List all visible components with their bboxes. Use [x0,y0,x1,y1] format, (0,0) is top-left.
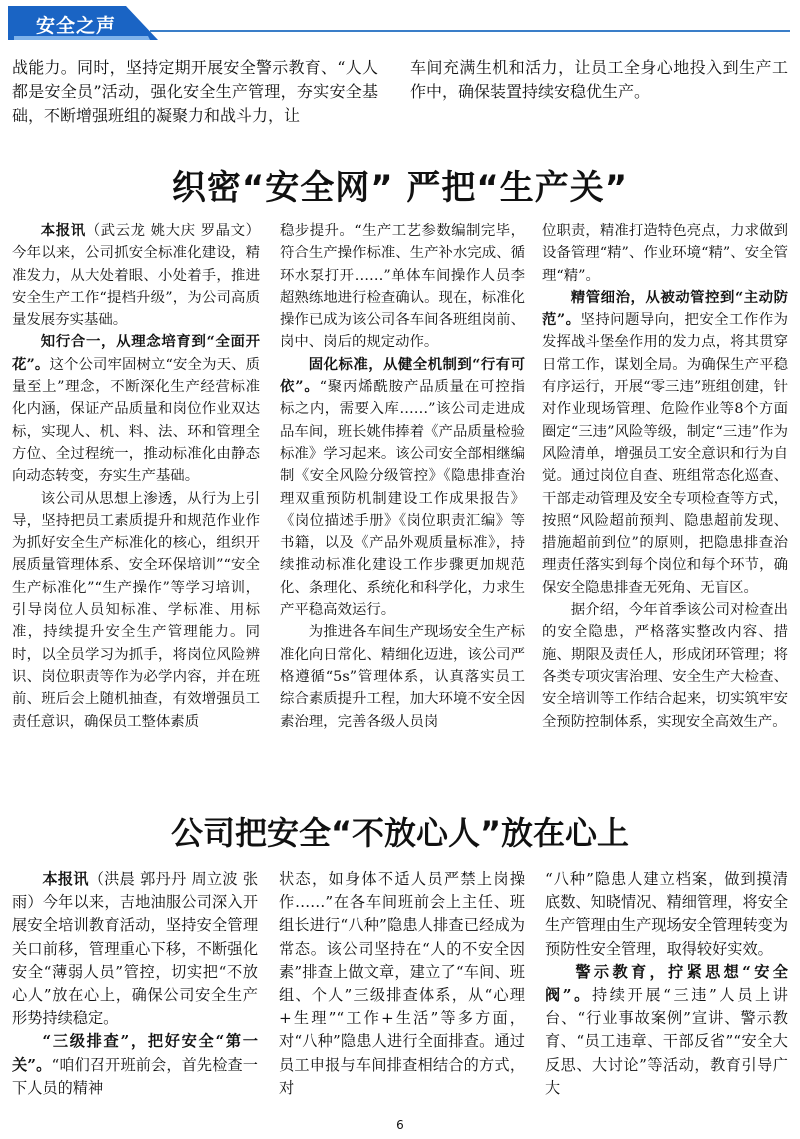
article1-title: 织密“安全网” 严把“生产关” [171,168,629,208]
paragraph [12,331,260,487]
paragraph-text: 为推进各车间生产现场安全生产标准化向日常化、精细化迈进，该公司严格遵循“5s”管理体系，认真落实员工综合素质提升工程，加大环境不安全因素治理，完善各级人员岗 [280,624,525,730]
paragraph [545,868,788,961]
paragraph-lead: 固化标准，从健全机制到“行有可依”。 [280,355,525,396]
paragraph [12,868,258,1030]
paragraph [279,868,525,1100]
continuation-right [410,56,788,104]
paragraph-lead: “三级排查”，把好安全“第一关”。 [12,1032,258,1074]
article1-column-3 [542,220,788,733]
paragraph [542,287,788,599]
article2-column-2 [279,868,525,1100]
paragraph-text: 稳步提升。“生产工艺参数编制完毕，符合生产操作标准、生产补水完成、循环水泵打开……”单体车间操作人员李超熟练地进行检查确认。现在，标准化操作已成为该公司各车间各班组岗前、岗中、岗后的规定动作。 [280,223,525,351]
paragraph-text: 这个公司牢固树立“安全为天、质量至上”理念，不断深化生产经营标准化内涵，保证产品质量和岗位作业双达标，实现人、机、料、法、环和管理全方位、全过程统一，推动标准化由静态向动态转变，夯实生产基础。 [12,356,261,485]
paragraph-lead: 知行合一，从理念培育到“全面开花”。 [12,333,260,373]
paragraph-text: （洪晨 郭丹丹 周立波 张雨）今年以来，吉地油服公司深入开展安全培训教育活动，坚持安全管理关口前移，管理重心下移，不断强化安全“薄弱人员”管控，切实把“不放心人”放在心上，确保公司安全生产形势持续稳定。 [12,870,259,1028]
paragraph-text: 坚持问题导向，把安全工作作为发挥战斗堡垒作用的发力点，将其贯穿日常工作，谋划全局。为确保生产平稳有序运行，开展“零三违”班组创建，针对作业现场管理、危险作业等8个方面圈定“三违”风险等级，制定“三违”作为风险清单，增强员工安全意识和行为自觉。通过岗位自查、班组常态化巡查、干部走动管理及安全专项检查等方式，按照“风险超前预判、隐患超前发现、措施超前到位”的原则，把隐患排查治理责任落实到每个岗位和每个环节，确保安全隐患排查无死角、无盲区。 [542,312,788,596]
paragraph-text: “八种”隐患人建立档案，做到摸清底数、知晓情况、精细管理，将安全生产管理由生产现场安全管理转变为预防性安全管理，取得较好实效。 [545,870,788,958]
paragraph-text: 位职责，精准打造特色亮点，力求做到设备管理“精”、作业环境“精”、安全管理“精”。 [542,223,788,284]
paragraph-text: 据介绍，今年首季该公司对检查出的安全隐患，严格落实整改内容、措施、期限及责任人，形成闭环管理；将各类专项灾害治理、安全生产大检查、安全培训等工作结合起来，切实筑牢安全预防控制体系，实现安全高效生产。 [542,602,788,730]
paragraph-text: （武云龙 姚大庆 罗晶文）今年以来，公司抓安全标准化建设，精准发力，从大处着眼、小处着手，推进安全生产工作“提档升级”，为公司高质量发展夯实基础。 [12,223,260,329]
paragraph-text: 状态，如身体不适人员严禁上岗操作……”在各车间班前会上主任、班组长进行“八种”隐患人排查已经成为常态。该公司坚持在“人的不安全因素”排查上做文章，建立了“车间、班组、个人”三级排查体系，从“心理+生理”“工作+生活”等多方面，对“八种”隐患人进行全面排查。通过员工申报与车间排查相结合的方式，对 [279,870,525,1097]
paragraph-text: “聚丙烯酰胺产品质量在可控指标之内，需要入库……”该公司走进成品车间，班长姚伟捧着《产品质量检验标准》学习起来。该公司安全部相继编制《安全风险分级管控》《隐患排查治理双重预防机制建设工作成果报告》《岗位描述手册》《岗位职责汇编》等书籍，以及《产品外观质量标准》，持续推动标准化建设工作步骤更加规范化、条理化、系统化和科学化，力求生产平稳高效运行。 [280,379,525,619]
section-badge [8,6,158,40]
page-number: 6 [396,1118,404,1132]
paragraph [280,354,525,622]
paragraph-lead: 警示教育，拧紧思想“安全阀”。 [545,962,788,1005]
article2-title: 公司把安全“不放心人”放在心上 [170,814,630,852]
paragraph [280,220,525,354]
article2-column-1 [12,868,258,1100]
article2-column-3 [545,868,788,1100]
section-badge-label: 安全之声 [36,15,117,37]
continuation-left [12,56,378,128]
paragraph-lead: 精管细治，从被动管控到“主动防范”。 [542,288,788,329]
paragraph [12,220,260,331]
header-accent-line [150,30,790,32]
paragraph-text: 持续开展“三违”人员上讲台、“行业事故案例”宣讲、警示教育、“员工违章、干部反省”“安全大反思、大讨论”等活动，教育引导广大 [545,986,788,1097]
paragraph-text: 该公司从思想上渗透，从行为上引导，坚持把员工素质提升和规范作业作为抓好安全生产标准化的核心，组织开展质量管理体系、安全环保培训”“安全生产标准化”“生产操作”等学习培训，引导岗位人员知标准、学标准、用标准，持续提升安全生产管理能力。同时，以全员学习为抓手，将岗位风险辨识、岗位职责等作为必学内容，并在班前、班后会上随机抽查，有效增强员工责任意识，确保员工整体素质 [12,490,260,730]
paragraph [12,488,260,733]
paragraph [542,599,788,733]
paragraph-lead: 本报讯 [42,870,89,888]
paragraph [545,961,788,1100]
continuation-right-text: 车间充满生机和活力，让员工全身心地投入到生产工作中，确保装置持续安稳优生产。 [410,58,788,101]
article1-column-1 [12,220,260,733]
paragraph-text: “咱们召开班前会，首先检查一下人员的精神 [12,1055,258,1097]
paragraph [542,220,788,287]
continuation-left-text: 战能力。同时，坚持定期开展安全警示教育、“人人都是安全员”活动，强化安全生产管理，夯实安全基础，不断增强班组的凝聚力和战斗力，让 [12,58,378,125]
paragraph [12,1030,258,1100]
article1-column-2 [280,220,525,733]
paragraph-lead: 本报讯 [40,222,86,239]
paragraph [280,621,525,732]
